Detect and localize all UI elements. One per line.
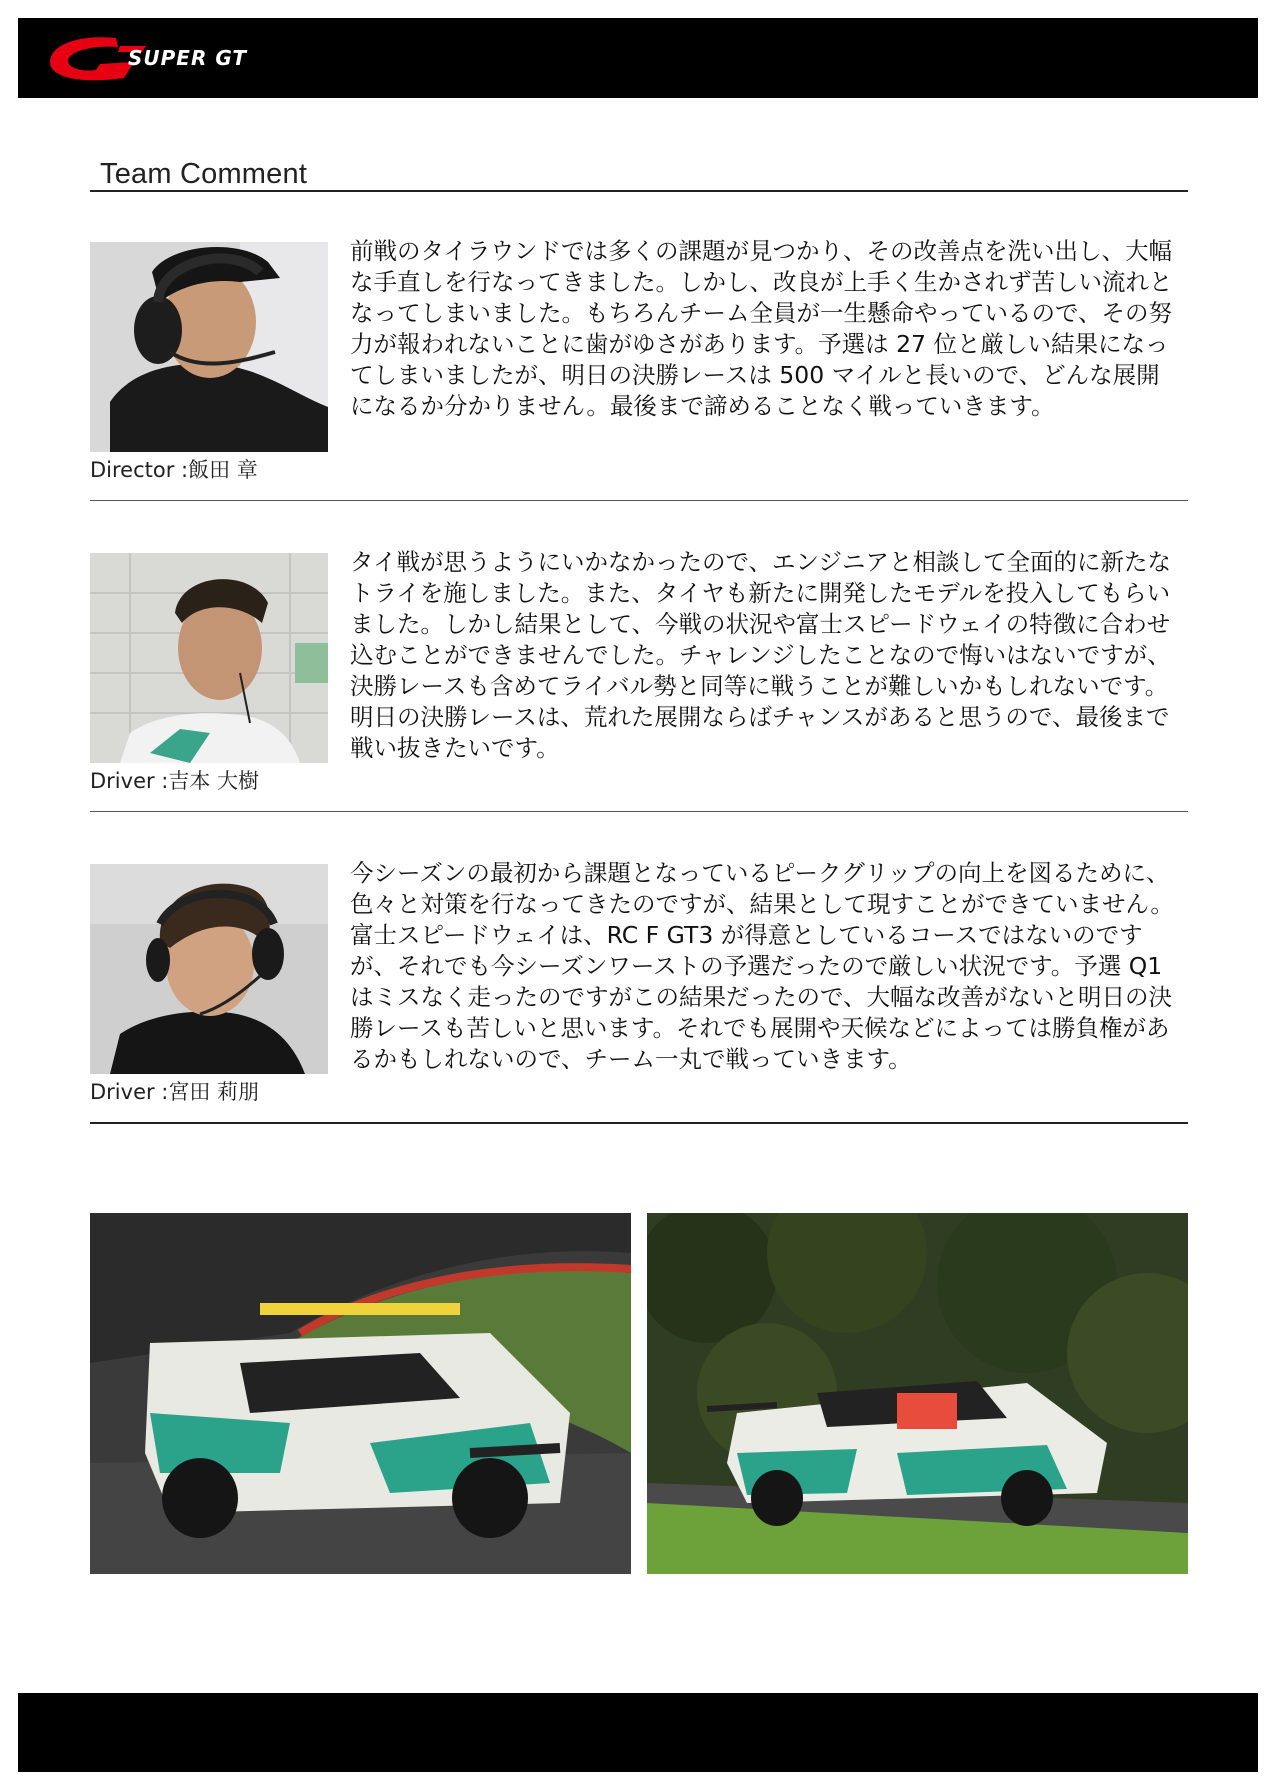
comment-director (90, 237, 1188, 522)
driver-photo (90, 864, 328, 1074)
role-label: Driver :吉本 大樹 (90, 769, 260, 793)
footer-bar (18, 1693, 1258, 1772)
comment-driver-1 (90, 548, 1188, 833)
director-photo (90, 242, 328, 452)
title-divider (90, 190, 1188, 192)
logo-text: SUPER GT (128, 46, 248, 70)
race-car-photo-right (647, 1213, 1188, 1574)
role-label: Driver :宮田 莉朋 (90, 1080, 260, 1104)
race-car-photo-left (90, 1213, 631, 1574)
row-divider (90, 1122, 1188, 1124)
comment-text: 今シーズンの最初から課題となっているピークグリップの向上を図るために、色々と対策を行なってきたのですが、結果として現すことができていません。富士スピードウェイは、RC F GT3 が得意としているコースではないのですが、それでも今シーズンワーストの予選だったので厳しい状況です。予選 Q1 はミスなく走ったのですがこの結果だったので、大幅な改善がないと明日の決勝レースも苦しいと思います。それでも展開や天候などによっては勝負権があるかもしれないので、チーム一丸で戦っていきます。 (350, 859, 1174, 1073)
driver-photo (90, 553, 328, 763)
row-divider (90, 500, 1188, 501)
role-label: Director :飯田 章 (90, 458, 258, 482)
comment-text: タイ戦が思うようにいかなかったので、エンジニアと相談して全面的に新たなトライを施しました。また、タイヤも新たに開発したモデルを投入してもらいました。しかし結果として、今戦の状況や富士スピードウェイの特徴に合わせ込むことができませんでした。チャレンジしたことなので悔いはないですが、決勝レースも含めてライバル勢と同等に戦うことが難しいかもしれないです。明日の決勝レースは、荒れた展開ならばチャンスがあると思うので、最後まで戦い抜きたいです。 (350, 548, 1171, 762)
section-title: Team Comment (100, 158, 308, 190)
row-divider (90, 811, 1188, 812)
comment-driver-2 (90, 859, 1188, 1144)
comment-text: 前戦のタイラウンドでは多くの課題が見つかり、その改善点を洗い出し、大幅な手直しを行なってきました。しかし、改良が上手く生かされず苦しい流れとなってしまいました。もちろんチーム全員が一生懸命やっているので、その努力が報われないことに歯がゆさがあります。予選は 27 位と厳しい結果になってしまいましたが、明日の決勝レースは 500 マイルと長いので、どんな展開になるか分かりません。最後まで諦めることなく戦っていきます。 (350, 237, 1173, 420)
header-bar (18, 18, 1258, 98)
